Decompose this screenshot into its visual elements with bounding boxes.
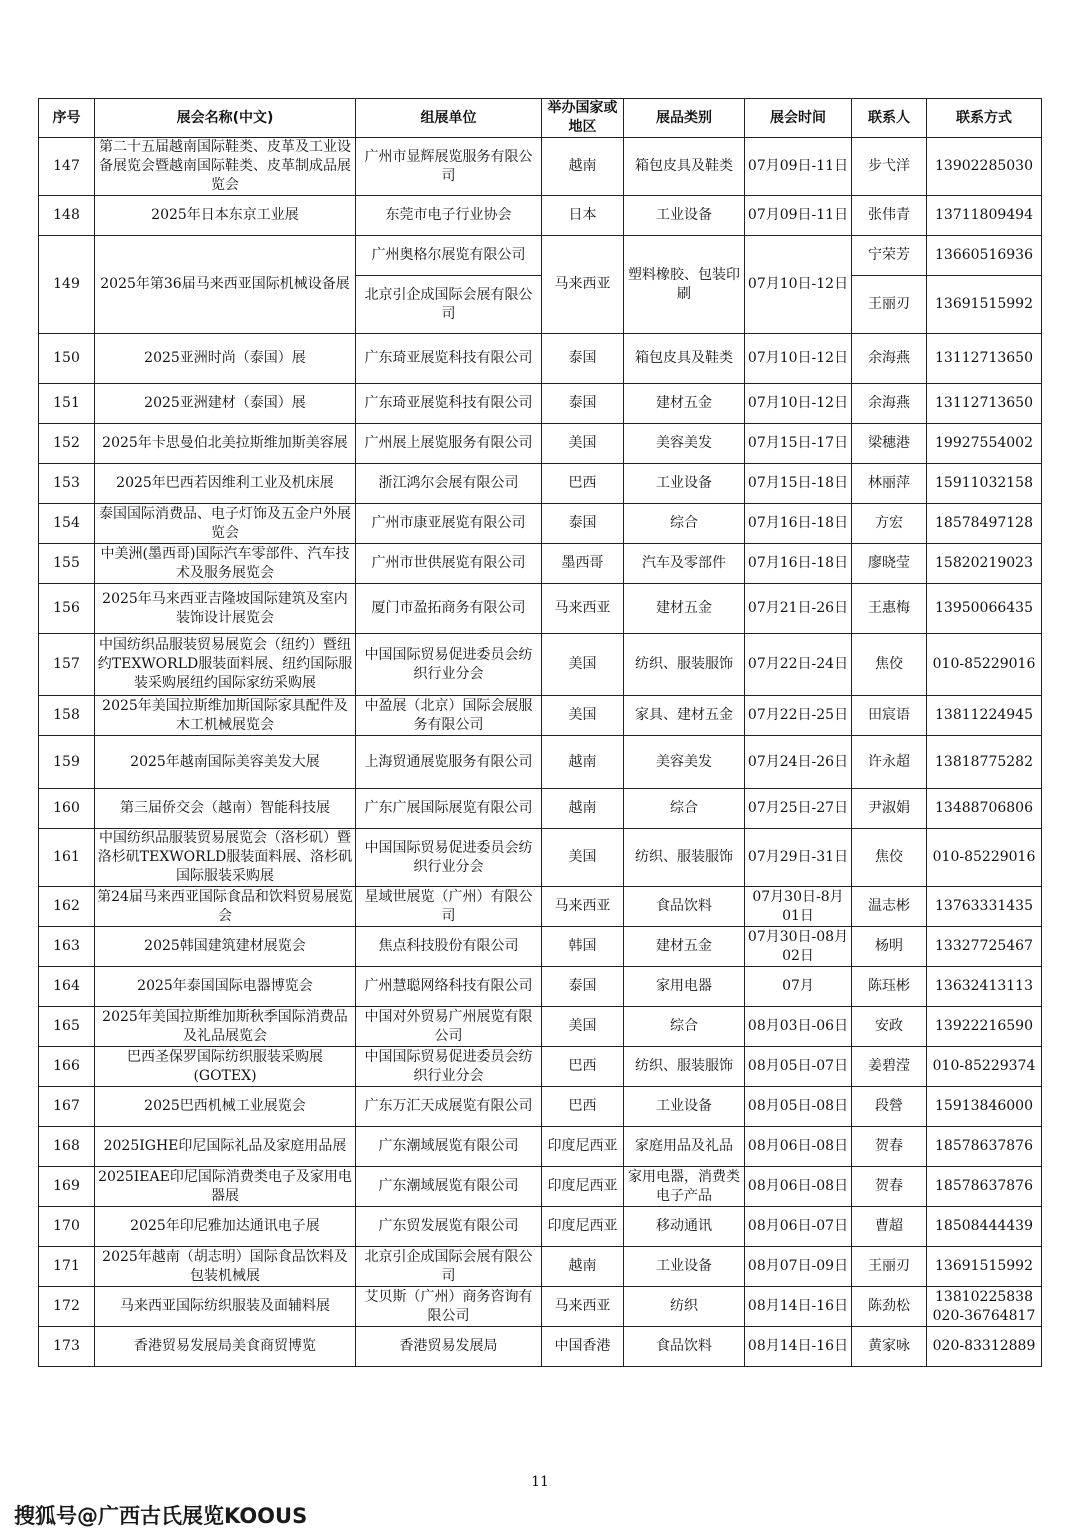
header-phone: 联系方式 — [927, 99, 1042, 138]
cell-date: 08月14日-16日 — [745, 1287, 852, 1327]
table-row — [39, 967, 1042, 1007]
cell-category: 纺织、服装服饰 — [624, 1047, 745, 1087]
cell-org: 东莞市电子行业协会 — [356, 196, 542, 236]
cell-phone: 13811224945 — [927, 696, 1042, 736]
cell-name: 香港贸易发展局美食商贸博览 — [95, 1327, 356, 1367]
header-name: 展会名称(中文) — [95, 99, 356, 138]
cell-contact: 杨明 — [852, 927, 927, 967]
cell-no: 158 — [39, 696, 95, 736]
cell-org: 中盈展（北京）国际会展服务有限公司 — [356, 696, 542, 736]
cell-category: 工业设备 — [624, 196, 745, 236]
cell-contact: 梁穗港 — [852, 424, 927, 464]
table-row — [39, 1247, 1042, 1287]
cell-date: 07月29日-31日 — [745, 829, 852, 887]
cell-contact: 段營 — [852, 1087, 927, 1127]
cell-no: 168 — [39, 1127, 95, 1167]
cell-category: 箱包皮具及鞋类 — [624, 334, 745, 384]
cell-country: 巴西 — [542, 1087, 624, 1127]
cell-no: 163 — [39, 927, 95, 967]
table-row — [39, 829, 1042, 887]
cell-name: 中美洲(墨西哥)国际汽车零部件、汽车技术及服务展览会 — [95, 544, 356, 584]
cell-contact: 贺春 — [852, 1167, 927, 1207]
cell-org: 中国国际贸易促进委员会纺织行业分会 — [356, 829, 542, 887]
cell-phone: 13112713650 — [927, 334, 1042, 384]
table-row — [39, 138, 1042, 196]
cell-category: 工业设备 — [624, 464, 745, 504]
cell-no: 165 — [39, 1007, 95, 1047]
cell-name: 2025年卡思曼伯北美拉斯维加斯美容展 — [95, 424, 356, 464]
cell-org: 广东广展国际展览有限公司 — [356, 789, 542, 829]
cell-no: 162 — [39, 887, 95, 927]
cell-date: 07月15日-18日 — [745, 464, 852, 504]
cell-date: 07月30日-08月02日 — [745, 927, 852, 967]
cell-phone: 18578637876 — [927, 1167, 1042, 1207]
cell-phone: 13112713650 — [927, 384, 1042, 424]
cell-org: 香港贸易发展局 — [356, 1327, 542, 1367]
cell-category: 建材五金 — [624, 927, 745, 967]
cell-phone: 13660516936 — [927, 236, 1042, 276]
cell-category: 食品饮料 — [624, 887, 745, 927]
cell-phone: 15820219023 — [927, 544, 1042, 584]
cell-category: 汽车及零部件 — [624, 544, 745, 584]
cell-no: 154 — [39, 504, 95, 544]
page-number: 11 — [531, 1474, 549, 1490]
cell-contact: 方宏 — [852, 504, 927, 544]
cell-no: 171 — [39, 1247, 95, 1287]
cell-country: 泰国 — [542, 384, 624, 424]
cell-category: 纺织、服装服饰 — [624, 634, 745, 696]
cell-date: 07月 — [745, 967, 852, 1007]
cell-no: 153 — [39, 464, 95, 504]
cell-country: 越南 — [542, 789, 624, 829]
table-header-row — [39, 99, 1042, 138]
cell-no: 147 — [39, 138, 95, 196]
cell-date: 07月10日-12日 — [745, 334, 852, 384]
cell-country: 泰国 — [542, 504, 624, 544]
cell-phone: 13691515992 — [927, 1247, 1042, 1287]
cell-country: 美国 — [542, 634, 624, 696]
table-row — [39, 1287, 1042, 1327]
cell-phone: 19927554002 — [927, 424, 1042, 464]
cell-date: 08月03日-06日 — [745, 1007, 852, 1047]
cell-no: 164 — [39, 967, 95, 1007]
cell-name: 2025年日本东京工业展 — [95, 196, 356, 236]
cell-org: 广东潮域展览有限公司 — [356, 1127, 542, 1167]
cell-date: 08月14日-16日 — [745, 1327, 852, 1367]
cell-no: 157 — [39, 634, 95, 696]
cell-org: 浙江鸿尔会展有限公司 — [356, 464, 542, 504]
cell-name: 2025韩国建筑建材展览会 — [95, 927, 356, 967]
cell-contact: 余海燕 — [852, 334, 927, 384]
cell-no: 173 — [39, 1327, 95, 1367]
exhibition-table — [38, 98, 1042, 1367]
table-row — [39, 424, 1042, 464]
cell-date: 07月24日-26日 — [745, 736, 852, 789]
cell-country: 泰国 — [542, 967, 624, 1007]
header-contact: 联系人 — [852, 99, 927, 138]
cell-date: 07月09日-11日 — [745, 196, 852, 236]
table-row — [39, 544, 1042, 584]
cell-name: 马来西亚国际纺织服装及面辅料展 — [95, 1287, 356, 1327]
cell-name: 2025年马来西亚吉隆坡国际建筑及室内装饰设计展览会 — [95, 584, 356, 634]
cell-contact: 姜碧滢 — [852, 1047, 927, 1087]
cell-category: 综合 — [624, 504, 745, 544]
cell-no: 160 — [39, 789, 95, 829]
cell-org: 星域世展览（广州）有限公司 — [356, 887, 542, 927]
cell-name: 2025年泰国国际电器博览会 — [95, 967, 356, 1007]
cell-no: 172 — [39, 1287, 95, 1327]
cell-country: 印度尼西亚 — [542, 1167, 624, 1207]
table-row — [39, 1327, 1042, 1367]
cell-contact: 步弋洋 — [852, 138, 927, 196]
cell-contact: 张伟青 — [852, 196, 927, 236]
cell-name: 第二十五届越南国际鞋类、皮革及工业设备展览会暨越南国际鞋类、皮革制成品展览会 — [95, 138, 356, 196]
cell-contact: 黄家咏 — [852, 1327, 927, 1367]
table-row — [39, 236, 1042, 276]
table-row — [39, 736, 1042, 789]
header-date: 展会时间 — [745, 99, 852, 138]
cell-date: 07月10日-12日 — [745, 384, 852, 424]
cell-category: 工业设备 — [624, 1087, 745, 1127]
cell-contact: 陈劲松 — [852, 1287, 927, 1327]
cell-org: 广州展上展览服务有限公司 — [356, 424, 542, 464]
cell-country: 中国香港 — [542, 1327, 624, 1367]
cell-country: 马来西亚 — [542, 887, 624, 927]
cell-contact: 尹淑娟 — [852, 789, 927, 829]
cell-contact: 温志彬 — [852, 887, 927, 927]
cell-org: 中国国际贸易促进委员会纺织行业分会 — [356, 634, 542, 696]
cell-date: 07月22日-25日 — [745, 696, 852, 736]
cell-phone: 13810225838 020-36764817 — [927, 1287, 1042, 1327]
cell-country: 日本 — [542, 196, 624, 236]
cell-date: 07月16日-18日 — [745, 504, 852, 544]
cell-category: 纺织 — [624, 1287, 745, 1327]
cell-org: 中国对外贸易广州展览有限公司 — [356, 1007, 542, 1047]
cell-name: 第三届侨交会（越南）智能科技展 — [95, 789, 356, 829]
cell-category: 综合 — [624, 789, 745, 829]
cell-category: 家具、建材五金 — [624, 696, 745, 736]
cell-country: 泰国 — [542, 334, 624, 384]
cell-contact: 焦佼 — [852, 634, 927, 696]
cell-name: 2025年越南国际美容美发大展 — [95, 736, 356, 789]
cell-category: 移动通讯 — [624, 1207, 745, 1247]
cell-date: 08月06日-08日 — [745, 1167, 852, 1207]
cell-phone: 15911032158 — [927, 464, 1042, 504]
table-row — [39, 696, 1042, 736]
cell-org: 中国国际贸易促进委员会纺织行业分会 — [356, 1047, 542, 1087]
cell-category: 美容美发 — [624, 424, 745, 464]
cell-phone: 13818775282 — [927, 736, 1042, 789]
table-row — [39, 334, 1042, 384]
cell-category: 工业设备 — [624, 1247, 745, 1287]
cell-phone: 13711809494 — [927, 196, 1042, 236]
cell-phone: 13763331435 — [927, 887, 1042, 927]
cell-org: 广东万汇天成展览有限公司 — [356, 1087, 542, 1127]
cell-date: 08月05日-08日 — [745, 1087, 852, 1127]
table-row — [39, 1167, 1042, 1207]
cell-category: 综合 — [624, 1007, 745, 1047]
cell-no: 150 — [39, 334, 95, 384]
cell-phone: 13632413113 — [927, 967, 1042, 1007]
cell-contact: 王丽刃 — [852, 276, 927, 334]
cell-no: 161 — [39, 829, 95, 887]
cell-contact: 林丽萍 — [852, 464, 927, 504]
cell-date: 08月06日-07日 — [745, 1207, 852, 1247]
cell-date: 07月15日-17日 — [745, 424, 852, 464]
table-row — [39, 1207, 1042, 1247]
cell-category: 建材五金 — [624, 584, 745, 634]
cell-country: 马来西亚 — [542, 1287, 624, 1327]
cell-date: 07月22日-24日 — [745, 634, 852, 696]
table-row — [39, 789, 1042, 829]
cell-no: 151 — [39, 384, 95, 424]
cell-phone: 010-85229374 — [927, 1047, 1042, 1087]
cell-name: 中国纺织品服装贸易展览会（洛杉矶）暨洛杉矶TEXWORLD服装面料展、洛杉矶国际服装采购展 — [95, 829, 356, 887]
cell-date: 07月21日-26日 — [745, 584, 852, 634]
cell-country: 印度尼西亚 — [542, 1207, 624, 1247]
cell-name: 中国纺织品服装贸易展览会（纽约）暨纽约TEXWORLD服装面料展、纽约国际服装采购展纽约国际家纺采购展 — [95, 634, 356, 696]
cell-org: 广东琦亚展览科技有限公司 — [356, 334, 542, 384]
cell-phone: 15913846000 — [927, 1087, 1042, 1127]
cell-name: 2025亚洲建材（泰国）展 — [95, 384, 356, 424]
cell-country: 越南 — [542, 138, 624, 196]
cell-org: 广州市世供展览有限公司 — [356, 544, 542, 584]
cell-date: 07月30日-8月01日 — [745, 887, 852, 927]
table-row — [39, 384, 1042, 424]
cell-contact: 宁荣芳 — [852, 236, 927, 276]
cell-name: 2025年巴西若因维利工业及机床展 — [95, 464, 356, 504]
header-country: 举办国家或地区 — [542, 99, 624, 138]
table-row — [39, 1127, 1042, 1167]
cell-org: 广州市显辉展览服务有限公司 — [356, 138, 542, 196]
cell-phone: 13327725467 — [927, 927, 1042, 967]
cell-date: 08月06日-08日 — [745, 1127, 852, 1167]
cell-org: 广州市康亚展览有限公司 — [356, 504, 542, 544]
watermark-text: 搜狐号@广西古氏展览KOOUS — [14, 1504, 308, 1528]
cell-org: 广东琦亚展览科技有限公司 — [356, 384, 542, 424]
cell-country: 马来西亚 — [542, 236, 624, 334]
cell-no: 149 — [39, 236, 95, 334]
cell-no: 155 — [39, 544, 95, 584]
table-row — [39, 196, 1042, 236]
cell-name: 2025巴西机械工业展览会 — [95, 1087, 356, 1127]
cell-country: 巴西 — [542, 464, 624, 504]
cell-org: 广东贸发展览有限公司 — [356, 1207, 542, 1247]
cell-category: 箱包皮具及鞋类 — [624, 138, 745, 196]
cell-name: 巴西圣保罗国际纺织服装采购展(GOTEX) — [95, 1047, 356, 1087]
cell-contact: 王惠梅 — [852, 584, 927, 634]
cell-name: 2025IGHE印尼国际礼品及家庭用品展 — [95, 1127, 356, 1167]
cell-phone: 13922216590 — [927, 1007, 1042, 1047]
cell-name: 2025年越南（胡志明）国际食品饮料及包装机械展 — [95, 1247, 356, 1287]
table-row — [39, 1007, 1042, 1047]
table-row — [39, 1087, 1042, 1127]
cell-date: 07月16日-18日 — [745, 544, 852, 584]
header-no: 序号 — [39, 99, 95, 138]
cell-contact: 焦佼 — [852, 829, 927, 887]
cell-country: 美国 — [542, 424, 624, 464]
cell-date: 07月09日-11日 — [745, 138, 852, 196]
cell-country: 越南 — [542, 1247, 624, 1287]
cell-category: 纺织、服装服饰 — [624, 829, 745, 887]
cell-no: 148 — [39, 196, 95, 236]
header-category: 展品类别 — [624, 99, 745, 138]
cell-no: 152 — [39, 424, 95, 464]
cell-country: 美国 — [542, 1007, 624, 1047]
cell-category: 塑料橡胶、包装印刷 — [624, 236, 745, 334]
cell-name: 2025亚洲时尚（泰国）展 — [95, 334, 356, 384]
cell-contact: 陈珏彬 — [852, 967, 927, 1007]
cell-phone: 010-85229016 — [927, 829, 1042, 887]
cell-country: 美国 — [542, 829, 624, 887]
cell-org: 北京引企成国际会展有限公司 — [356, 1247, 542, 1287]
cell-phone: 020-83312889 — [927, 1327, 1042, 1367]
cell-no: 167 — [39, 1087, 95, 1127]
cell-org: 广州奥格尔展览有限公司 — [356, 236, 542, 276]
cell-no: 169 — [39, 1167, 95, 1207]
cell-name: 2025年美国拉斯维加斯国际家具配件及木工机械展览会 — [95, 696, 356, 736]
cell-no: 159 — [39, 736, 95, 789]
cell-name: 第24届马来西亚国际食品和饮料贸易展览会 — [95, 887, 356, 927]
cell-phone: 13950066435 — [927, 584, 1042, 634]
cell-name: 泰国国际消费品、电子灯饰及五金户外展览会 — [95, 504, 356, 544]
cell-phone: 13691515992 — [927, 276, 1042, 334]
cell-contact: 余海燕 — [852, 384, 927, 424]
cell-country: 印度尼西亚 — [542, 1127, 624, 1167]
table-row — [39, 504, 1042, 544]
cell-date: 08月05日-07日 — [745, 1047, 852, 1087]
cell-no: 156 — [39, 584, 95, 634]
table-row — [39, 887, 1042, 927]
cell-contact: 田宸语 — [852, 696, 927, 736]
table-row — [39, 464, 1042, 504]
cell-org: 艾贝斯（广州）商务咨询有限公司 — [356, 1287, 542, 1327]
cell-date: 07月25日-27日 — [745, 789, 852, 829]
cell-contact: 曹超 — [852, 1207, 927, 1247]
cell-org: 北京引企成国际会展有限公司 — [356, 276, 542, 334]
cell-no: 170 — [39, 1207, 95, 1247]
cell-name: 2025年美国拉斯维加斯秋季国际消费品及礼品展览会 — [95, 1007, 356, 1047]
table-row — [39, 584, 1042, 634]
cell-phone: 18578497128 — [927, 504, 1042, 544]
cell-date: 07月10日-12日 — [745, 236, 852, 334]
cell-phone: 18578637876 — [927, 1127, 1042, 1167]
cell-category: 建材五金 — [624, 384, 745, 424]
cell-org: 广东潮域展览有限公司 — [356, 1167, 542, 1207]
cell-contact: 王丽刃 — [852, 1247, 927, 1287]
cell-date: 08月07日-09日 — [745, 1247, 852, 1287]
cell-org: 上海贸通展览服务有限公司 — [356, 736, 542, 789]
cell-no: 166 — [39, 1047, 95, 1087]
cell-phone: 13902285030 — [927, 138, 1042, 196]
cell-phone: 13488706806 — [927, 789, 1042, 829]
cell-category: 美容美发 — [624, 736, 745, 789]
cell-org: 焦点科技股份有限公司 — [356, 927, 542, 967]
cell-country: 韩国 — [542, 927, 624, 967]
header-org: 组展单位 — [356, 99, 542, 138]
cell-contact: 安政 — [852, 1007, 927, 1047]
cell-category: 食品饮料 — [624, 1327, 745, 1367]
cell-country: 美国 — [542, 696, 624, 736]
cell-name: 2025IEAE印尼国际消费类电子及家用电器展 — [95, 1167, 356, 1207]
cell-org: 厦门市盈拓商务有限公司 — [356, 584, 542, 634]
cell-name: 2025年第36届马来西亚国际机械设备展 — [95, 236, 356, 334]
cell-category: 家庭用品及礼品 — [624, 1127, 745, 1167]
cell-country: 马来西亚 — [542, 584, 624, 634]
cell-country: 墨西哥 — [542, 544, 624, 584]
cell-category: 家用电器，消费类电子产品 — [624, 1167, 745, 1207]
cell-country: 巴西 — [542, 1047, 624, 1087]
cell-contact: 贺春 — [852, 1127, 927, 1167]
table-row — [39, 1047, 1042, 1087]
cell-country: 越南 — [542, 736, 624, 789]
cell-contact: 廖晓莹 — [852, 544, 927, 584]
cell-phone: 18508444439 — [927, 1207, 1042, 1247]
cell-phone: 010-85229016 — [927, 634, 1042, 696]
cell-org: 广州慧聪网络科技有限公司 — [356, 967, 542, 1007]
cell-category: 家用电器 — [624, 967, 745, 1007]
cell-contact: 许永超 — [852, 736, 927, 789]
table-row — [39, 634, 1042, 696]
table-row — [39, 927, 1042, 967]
cell-name: 2025年印尼雅加达通讯电子展 — [95, 1207, 356, 1247]
